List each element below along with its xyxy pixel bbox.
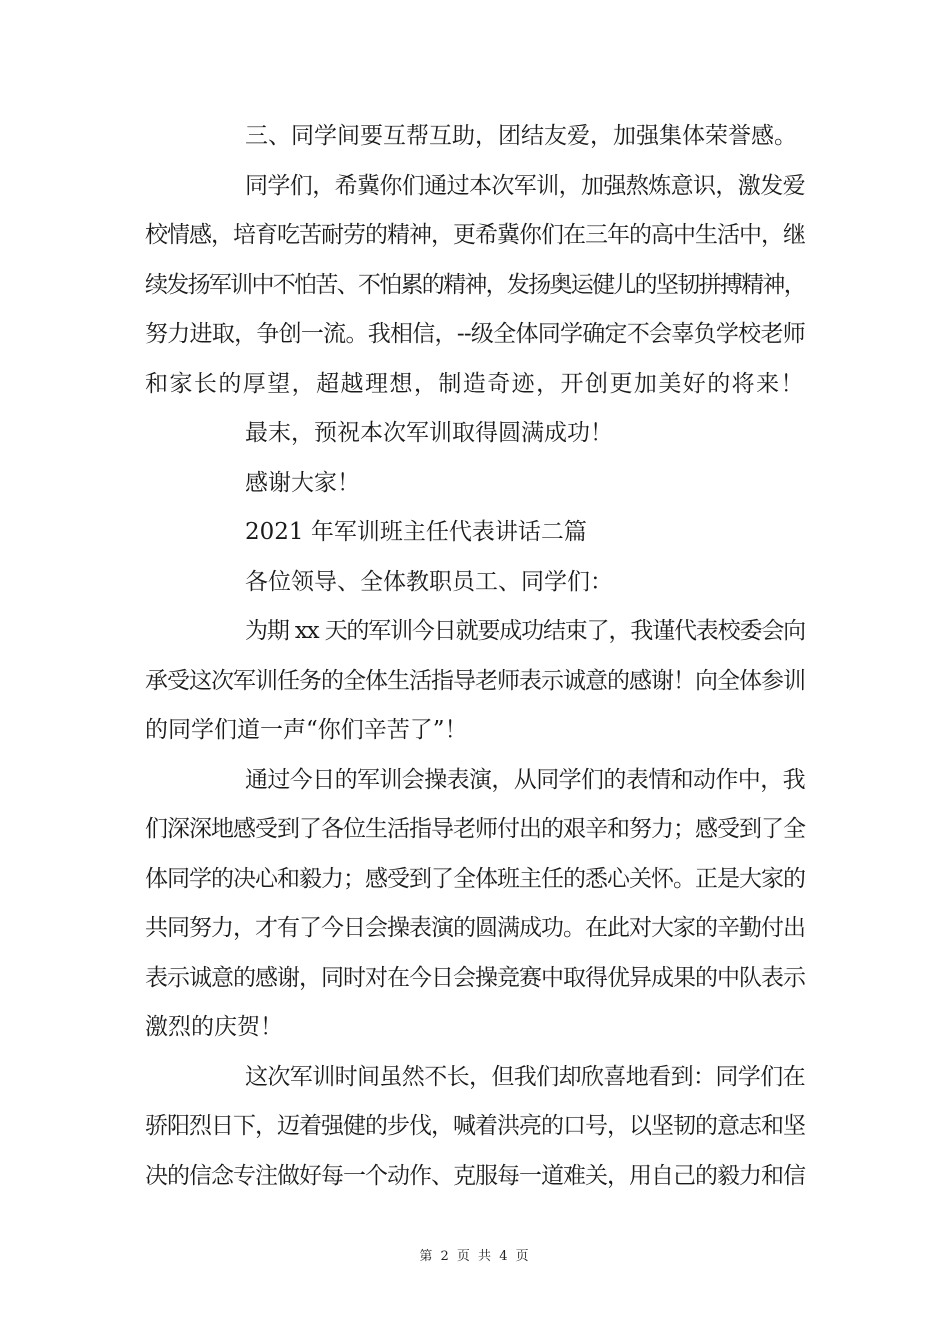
body-line: 通过今日的军训会操表演，从同学们的表情和动作中，我 — [245, 767, 806, 793]
body-line: 共同努力，才有了今日会操表演的圆满成功。在此对大家的辛勤付出 — [145, 915, 805, 941]
body-line: 激烈的庆贺！ — [145, 1014, 283, 1040]
section-title: 2021 年军训班主任代表讲话二篇 — [245, 519, 587, 545]
body-line: 决的信念专注做好每一个动作、克服每一道难关，用自己的毅力和信 — [145, 1163, 805, 1189]
body-line: 骄阳烈日下，迈着强健的步伐，喊着洪亮的口号，以坚韧的意志和坚 — [145, 1113, 805, 1139]
body-line: 努力进取，争创一流。我相信，--级全体同学确定不会辜负学校老师 — [145, 321, 805, 347]
body-line: 最末，预祝本次军训取得圆满成功！ — [245, 420, 613, 446]
body-line: 感谢大家！ — [245, 470, 360, 496]
body-line: 的同学们道一声“你们辛苦了”！ — [145, 717, 468, 743]
page-number-footer: 第 2 页 共 4 页 — [419, 1249, 531, 1264]
body-line: 和家长的厚望，超越理想，制造奇迹，开创更加美好的将来！ — [145, 371, 805, 397]
body-line: 表示诚意的感谢，同时对在今日会操竞赛中取得优异成果的中队表示 — [145, 965, 805, 991]
body-line: 为期 xx 天的军训今日就要成功结束了，我谨代表校委会向 — [245, 618, 805, 644]
body-line: 这次军训时间虽然不长，但我们却欣喜地看到：同学们在 — [245, 1064, 806, 1090]
body-line: 三、同学间要互帮互助，团结友爱，加强集体荣誉感。 — [245, 123, 797, 149]
body-line: 续发扬军训中不怕苦、不怕累的精神，发扬奥运健儿的坚韧拼搏精神， — [145, 272, 806, 298]
body-line: 承受这次军训任务的全体生活指导老师表示诚意的感谢！向全体参训 — [145, 668, 805, 694]
body-line: 各位领导、全体教职员工、同学们： — [245, 569, 613, 595]
body-line: 校情感，培育吃苦耐劳的精神，更希冀你们在三年的高中生活中，继 — [145, 222, 805, 248]
body-line: 同学们，希冀你们通过本次军训，加强熬炼意识，激发爱 — [245, 173, 806, 199]
body-line: 们深深地感受到了各位生活指导老师付出的艰辛和努力；感受到了全 — [145, 816, 805, 842]
body-line: 体同学的决心和毅力；感受到了全体班主任的悉心关怀。正是大家的 — [145, 866, 805, 892]
